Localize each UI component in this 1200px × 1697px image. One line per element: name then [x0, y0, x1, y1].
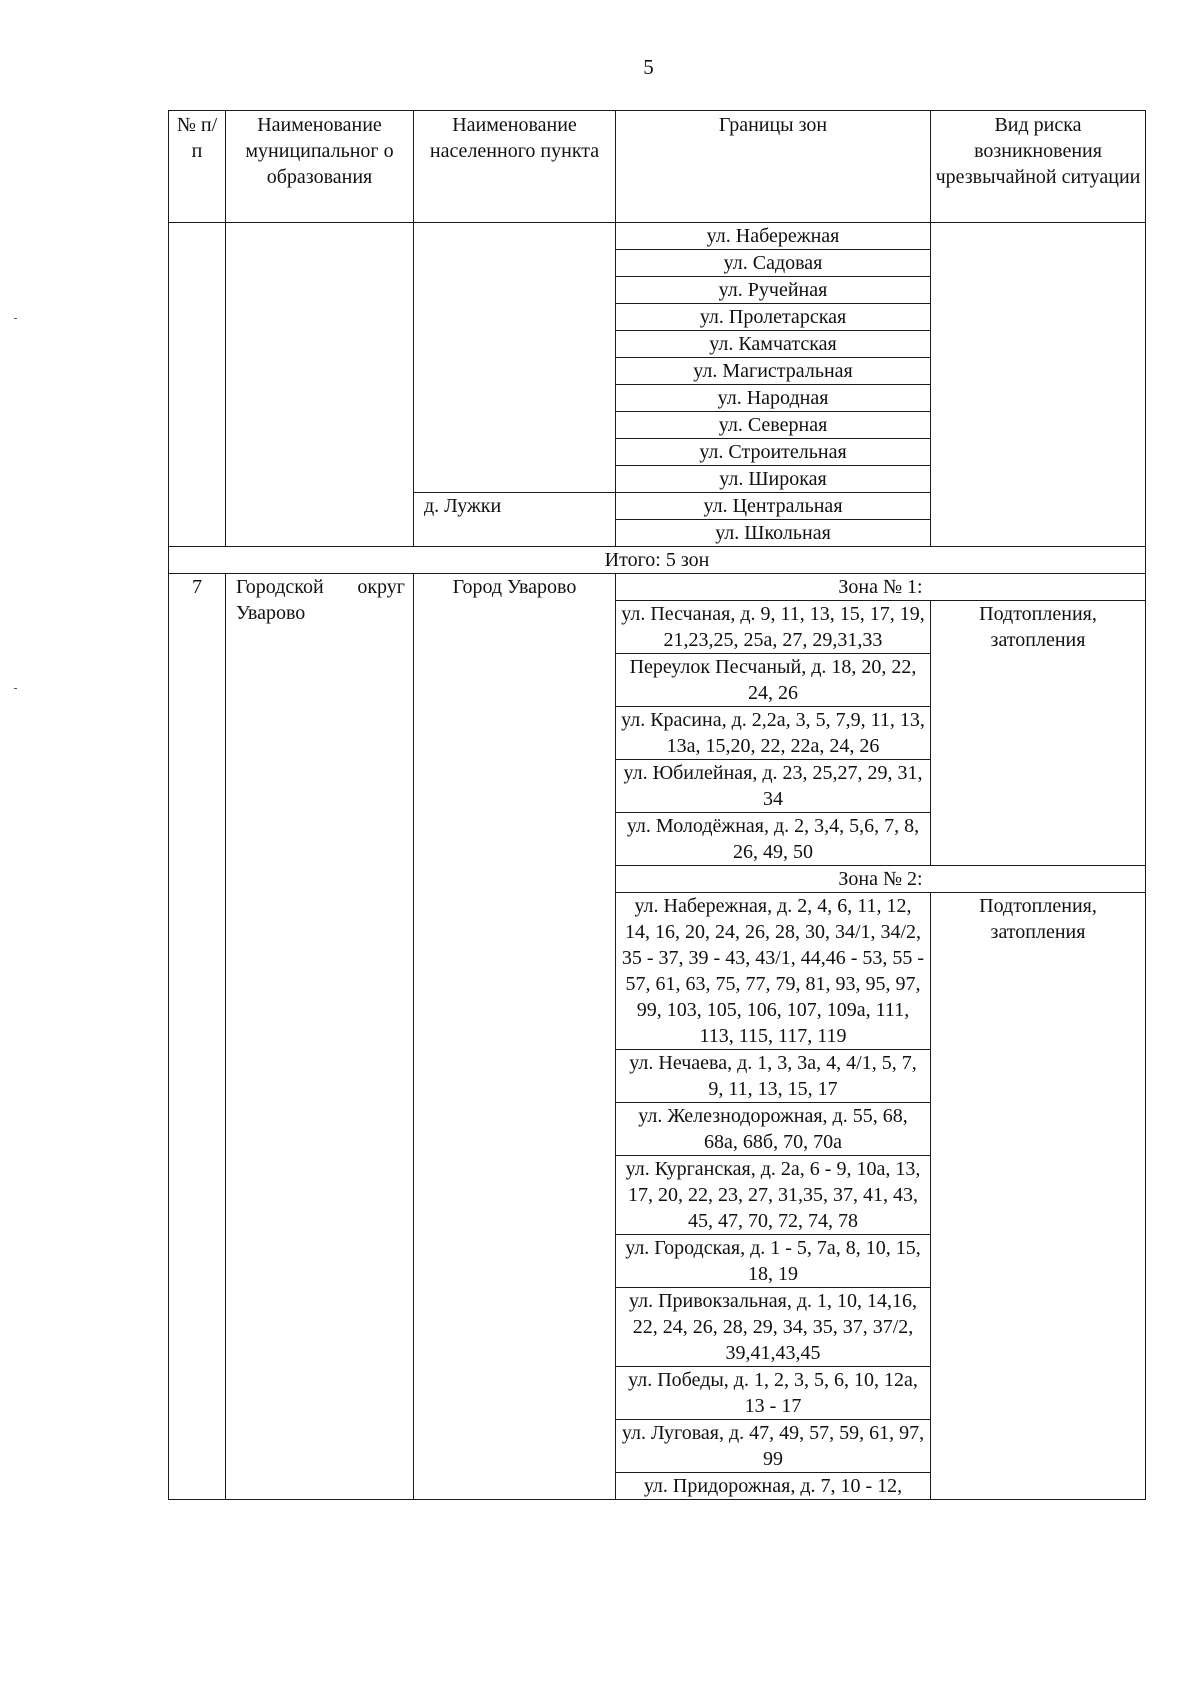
- zone2-risk: Подтопления, затопления: [931, 893, 1146, 1500]
- street-cell: ул. Ручейная: [616, 277, 931, 304]
- header-risk: Вид риска возникновения чрезвычайной ситуации: [931, 111, 1146, 223]
- prev-risk-cell: [931, 223, 1146, 547]
- row7-num: 7: [169, 574, 226, 1500]
- municipality-name: Городской округ Уварово: [236, 576, 405, 624]
- total-row: [169, 547, 1146, 574]
- street-cell: ул. Садовая: [616, 250, 931, 277]
- street-cell: ул. Камчатская: [616, 331, 931, 358]
- total-zones: Итого: 5 зон: [169, 547, 1146, 574]
- prev-settlement-cell: [414, 223, 616, 493]
- header-settlement: Наименование населенного пункта: [414, 111, 616, 223]
- table-row: [169, 574, 1146, 601]
- address-cell: ул. Курганская, д. 2а, 6 - 9, 10а, 13, 17, 20, 22, 23, 27, 31,35, 37, 41, 43, 45, 47, 70, 72, 74, 78: [616, 1156, 931, 1235]
- address-cell: ул. Набережная, д. 2, 4, 6, 11, 12, 14, 16, 20, 24, 26, 28, 30, 34/1, 34/2, 35 - 37, 39 - 43, 43/1, 44,46 - 53, 55 - 57, 61, 63, 75, 77, 79, 81, 93, 95, 97, 99, 103, 105, 106, 107, 109а, 111, 113, 115, 117, 119: [616, 893, 931, 1050]
- address-cell: ул. Нечаева, д. 1, 3, 3а, 4, 4/1, 5, 7, 9, 11, 13, 15, 17: [616, 1050, 931, 1103]
- address-cell: Переулок Песчаный, д. 18, 20, 22, 24, 26: [616, 654, 931, 707]
- street-cell: ул. Центральная: [616, 493, 931, 520]
- street-cell: ул. Магистральная: [616, 358, 931, 385]
- address-cell: ул. Песчаная, д. 9, 11, 13, 15, 17, 19, 21,23,25, 25а, 27, 29,31,33: [616, 601, 931, 654]
- zone2-title: Зона № 2:: [616, 866, 1146, 893]
- prev-municipality-cell: [226, 223, 414, 547]
- street-cell: ул. Набережная: [616, 223, 931, 250]
- street-cell: ул. Строительная: [616, 439, 931, 466]
- header-borders: Границы зон: [616, 111, 931, 223]
- street-cell: ул. Народная: [616, 385, 931, 412]
- address-cell: ул. Привокзальная, д. 1, 10, 14,16, 22, 24, 26, 28, 29, 34, 35, 37, 37/2, 39,41,43,45: [616, 1288, 931, 1367]
- risk-zones-table: [168, 110, 1146, 1500]
- address-cell: ул. Городская, д. 1 - 5, 7а, 8, 10, 15, 18, 19: [616, 1235, 931, 1288]
- scan-mark: [14, 318, 17, 319]
- zone1-risk: Подтопления, затопления: [931, 601, 1146, 866]
- prev-num-cell: [169, 223, 226, 547]
- header-municipality: Наименование муниципальног о образования: [226, 111, 414, 223]
- address-cell: ул. Луговая, д. 47, 49, 57, 59, 61, 97, 99: [616, 1420, 931, 1473]
- street-cell: ул. Пролетарская: [616, 304, 931, 331]
- address-cell: ул. Юбилейная, д. 23, 25,27, 29, 31, 34: [616, 760, 931, 813]
- table-row: [169, 223, 1146, 250]
- settlement-luzhki: д. Лужки: [414, 493, 616, 547]
- zone1-title: Зона № 1:: [616, 574, 1146, 601]
- table-header-row: [169, 111, 1146, 223]
- row7-municipality: [226, 574, 414, 1500]
- street-cell: ул. Школьная: [616, 520, 931, 547]
- address-cell: ул. Придорожная, д. 7, 10 - 12,: [616, 1473, 931, 1500]
- address-cell: ул. Молодёжная, д. 2, 3,4, 5,6, 7, 8, 26, 49, 50: [616, 813, 931, 866]
- row7-settlement: Город Уварово: [414, 574, 616, 1500]
- scan-mark: [14, 688, 17, 689]
- header-num: № п/п: [169, 111, 226, 223]
- address-cell: ул. Железнодорожная, д. 55, 68, 68а, 68б, 70, 70а: [616, 1103, 931, 1156]
- address-cell: ул. Победы, д. 1, 2, 3, 5, 6, 10, 12а, 13 - 17: [616, 1367, 931, 1420]
- street-cell: ул. Широкая: [616, 466, 931, 493]
- address-cell: ул. Красина, д. 2,2а, 3, 5, 7,9, 11, 13, 13а, 15,20, 22, 22а, 24, 26: [616, 707, 931, 760]
- street-cell: ул. Северная: [616, 412, 931, 439]
- page-number: 5: [643, 55, 654, 79]
